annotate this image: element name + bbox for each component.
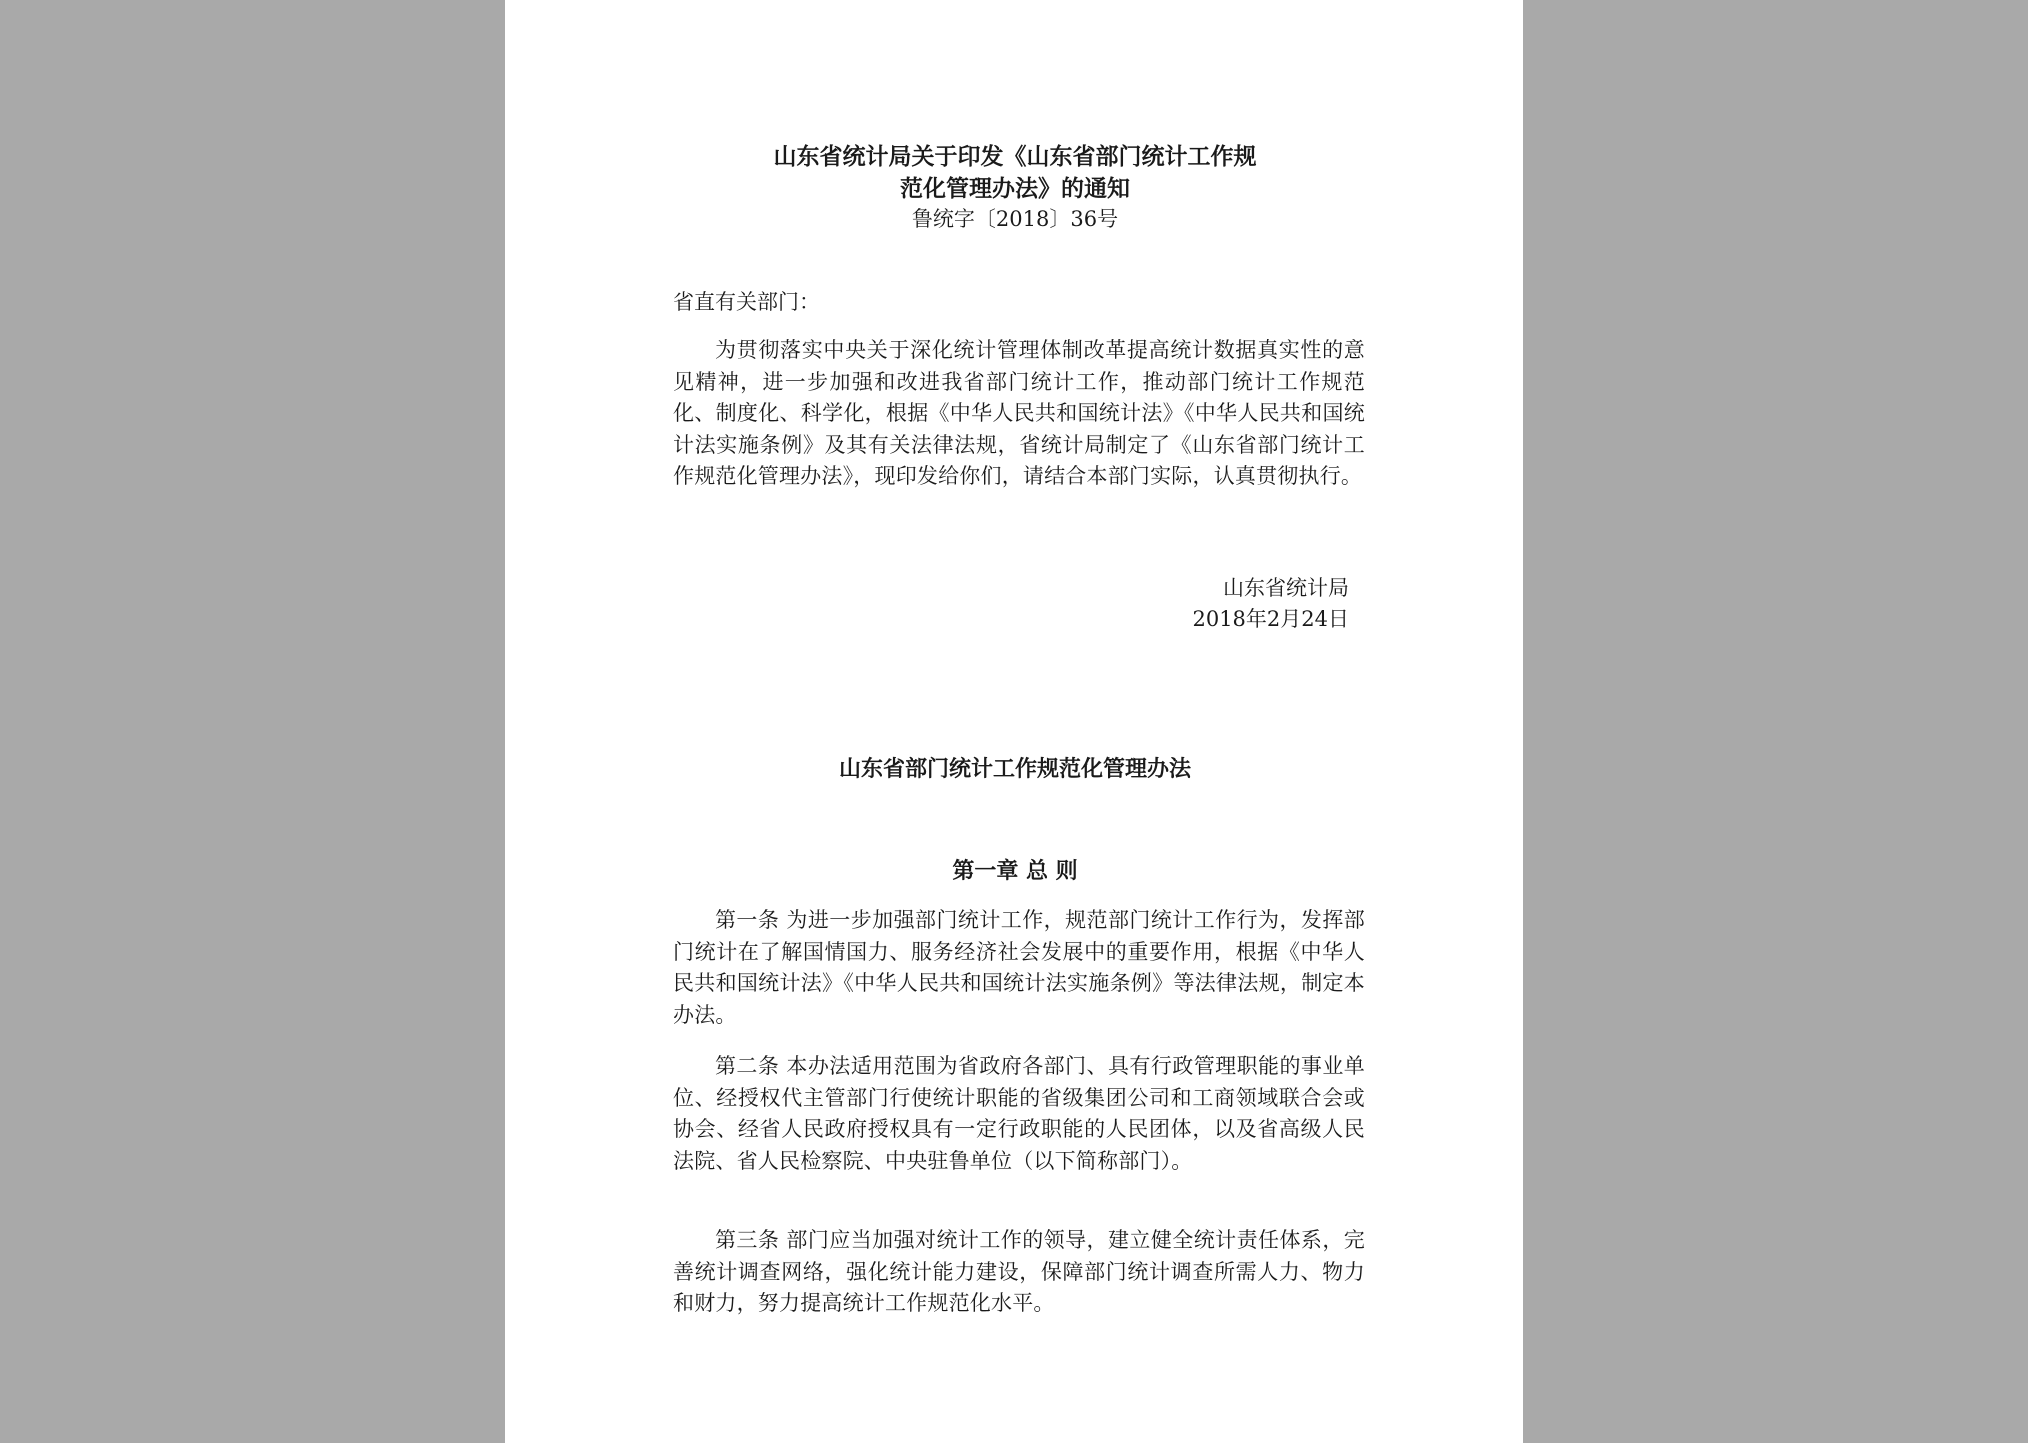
article-2: 第二条 本办法适用范围为省政府各部门、具有行政管理职能的事业单位、经授权代主管部门行使统计职能的省级集团公司和工商领域联合会或协会、经省人民政府授权具有一定行政职能的人民团体，以及省高级人民法院、省人民检察院、中央驻鲁单位（以下简称部门）。 xyxy=(673,1054,1365,1173)
salutation: 省直有关部门： xyxy=(673,290,820,314)
notice-title-line2: 范化管理办法》的通知 xyxy=(900,176,1130,202)
document-page xyxy=(505,0,1523,1443)
document-number: 鲁统字〔2018〕36号 xyxy=(911,207,1119,231)
article-1: 第一条 为进一步加强部门统计工作，规范部门统计工作行为，发挥部门统计在了解国情国力、服务经济社会发展中的重要作用，根据《中华人民共和国统计法》《中华人民共和国统计法实施条例》等法律法规，制定本办法。 xyxy=(673,908,1365,1027)
issue-date: 2018年2月24日 xyxy=(1192,607,1349,631)
chapter-heading: 第一章 总 则 xyxy=(952,859,1078,884)
notice-title-line1: 山东省统计局关于印发《山东省部门统计工作规 xyxy=(773,144,1257,170)
notice-body: 为贯彻落实中央关于深化统计管理体制改革提高统计数据真实性的意见精神，进一步加强和改进我省部门统计工作，推动部门统计工作规范化、制度化、科学化，根据《中华人民共和国统计法》《中华人民共和国统计法实施条例》及其有关法律法规，省统计局制定了《山东省部门统计工作规范化管理办法》，现印发给你们，请结合本部门实际，认真贯彻执行。 xyxy=(673,338,1365,488)
measures-title: 山东省部门统计工作规范化管理办法 xyxy=(838,757,1191,782)
article-3: 第三条 部门应当加强对统计工作的领导，建立健全统计责任体系，完善统计调查网络，强化统计能力建设，保障部门统计调查所需人力、物力和财力，努力提高统计工作规范化水平。 xyxy=(673,1228,1365,1315)
issuer: 山东省统计局 xyxy=(1223,576,1349,600)
